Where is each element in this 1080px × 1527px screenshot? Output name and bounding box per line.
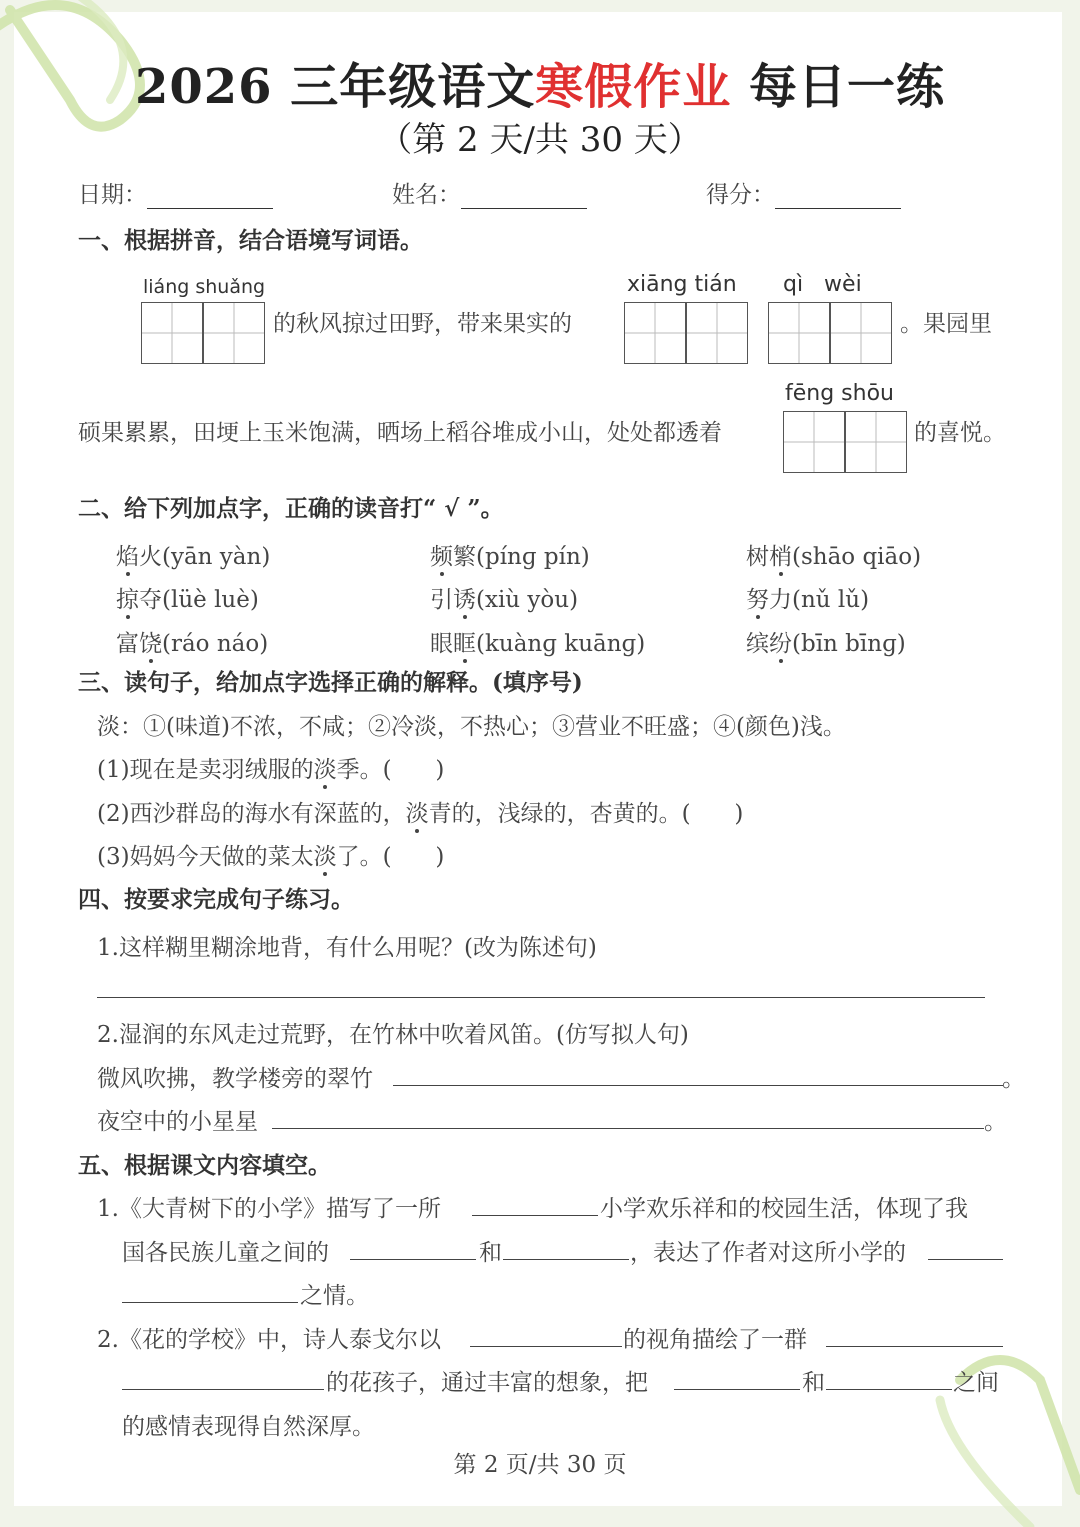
section5-heading: 五、根据课文内容填空。 bbox=[78, 1152, 331, 1179]
s5-blank[interactable] bbox=[472, 1215, 598, 1216]
title-part-grade: 2026 三年级语文 bbox=[134, 59, 536, 115]
pinyin-liangshuang: liáng shuǎng bbox=[143, 276, 266, 298]
s5-q1-line3: 之情。 bbox=[300, 1283, 369, 1309]
s1-text2: 。果园里 bbox=[900, 311, 992, 337]
pinyin-choice-item[interactable]: 富饶(ráo náo) bbox=[116, 625, 268, 658]
s5-blank[interactable] bbox=[826, 1346, 1003, 1347]
s5-q1-line1b: 小学欢乐祥和的校园生活，体现了我 bbox=[600, 1196, 968, 1222]
tian-box-2a[interactable] bbox=[624, 302, 686, 364]
tian-box-1b[interactable] bbox=[203, 302, 265, 364]
name-blank[interactable] bbox=[461, 184, 587, 209]
tian-box-4a[interactable] bbox=[783, 411, 845, 473]
s4-period-a: 。 bbox=[1002, 1066, 1025, 1092]
s5-blank[interactable] bbox=[826, 1389, 952, 1390]
definition-list: 淡：①(味道)不浓，不咸；②冷淡，不热心；③营业不旺盛；④(颜色)浅。 bbox=[97, 714, 846, 740]
pinyin-choice-item[interactable]: 缤纷(bīn bīnɡ) bbox=[746, 625, 906, 658]
date-blank[interactable] bbox=[147, 184, 273, 209]
pinyin-choice-item[interactable]: 树梢(shāo qiāo) bbox=[746, 538, 921, 571]
s5-blank[interactable] bbox=[122, 1389, 324, 1390]
s5-blank[interactable] bbox=[928, 1259, 1003, 1260]
section4-heading: 四、按要求完成句子练习。 bbox=[78, 886, 354, 913]
page-title bbox=[0, 48, 1080, 117]
s5-q2-line1b: 的视角描绘了一群 bbox=[623, 1327, 807, 1353]
pinyin-choice-item[interactable]: 努力(nǔ lǔ) bbox=[746, 581, 869, 614]
tian-box-4b[interactable] bbox=[845, 411, 907, 473]
page-subtitle: （第 2 天/共 30 天） bbox=[378, 120, 702, 160]
s5-q2-line2a: 的花孩子，通过丰富的想象，把 bbox=[326, 1370, 648, 1396]
title-part-holiday-homework: 寒假作业 bbox=[535, 59, 732, 115]
s5-q2-line3: 的感情表现得自然深厚。 bbox=[122, 1414, 375, 1440]
s4-question-2: 2.湿润的东风走过荒野，在竹林中吹着风笛。(仿写拟人句) bbox=[97, 1022, 689, 1048]
s5-blank[interactable] bbox=[122, 1302, 298, 1303]
pinyin-xiangtian: xiāng tián bbox=[627, 272, 737, 297]
pinyin-choice-item[interactable]: 引诱(xiù yòu) bbox=[430, 581, 578, 614]
s4-question-1: 1.这样糊里糊涂地背，有什么用呢？(改为陈述句) bbox=[97, 935, 597, 961]
name-field[interactable]: 姓名： bbox=[392, 176, 587, 209]
s1-text4: 的喜悦。 bbox=[914, 420, 1006, 446]
s5-q1-line2c: ，表达了作者对这所小学的 bbox=[630, 1240, 906, 1266]
section3-heading: 三、读句子，给加点字选择正确的解释。(填序号) bbox=[78, 669, 583, 696]
title-part-daily: 每日一练 bbox=[731, 59, 946, 115]
s4-answer-line-3[interactable] bbox=[272, 1128, 984, 1129]
s5-blank[interactable] bbox=[470, 1346, 622, 1347]
page-number: 第 2 页/共 30 页 bbox=[453, 1452, 627, 1478]
pinyin-choice-item[interactable]: 焰火(yān yàn) bbox=[116, 538, 270, 571]
s3-question-2[interactable]: (2)西沙群岛的海水有深蓝的，淡青的，浅绿的，杏黄的。( ) bbox=[97, 795, 743, 828]
pinyin-choice-item[interactable]: 频繁(pínɡ pín) bbox=[430, 538, 590, 571]
section1-heading: 一、根据拼音，结合语境写词语。 bbox=[78, 227, 423, 254]
s4-period-b: 。 bbox=[984, 1109, 1007, 1135]
s5-blank[interactable] bbox=[503, 1259, 629, 1260]
s1-text1: 的秋风掠过田野，带来果实的 bbox=[273, 311, 572, 337]
pinyin-choice-item[interactable]: 眼眶(kuànɡ kuānɡ) bbox=[430, 625, 645, 658]
s5-q1-line2b: 和 bbox=[479, 1240, 502, 1266]
tian-box-3a[interactable] bbox=[768, 302, 830, 364]
s4-prompt-a: 微风吹拂，教学楼旁的翠竹 bbox=[97, 1066, 373, 1092]
s1-text3: 硕果累累，田埂上玉米饱满，晒场上稻谷堆成小山，处处都透着 bbox=[78, 420, 722, 446]
date-field[interactable]: 日期： bbox=[78, 176, 273, 209]
s5-blank[interactable] bbox=[674, 1389, 800, 1390]
s4-answer-line-2[interactable] bbox=[393, 1085, 1003, 1086]
s5-blank[interactable] bbox=[350, 1259, 476, 1260]
pinyin-choice-item[interactable]: 掠夺(lüè luè) bbox=[116, 581, 259, 614]
s3-question-3[interactable]: (3)妈妈今天做的菜太淡了。( ) bbox=[97, 838, 444, 871]
score-field[interactable]: 得分： bbox=[706, 176, 901, 209]
s5-q1-line1a: 1.《大青树下的小学》描写了一所 bbox=[97, 1196, 441, 1222]
s5-q2-line2c: 之间 bbox=[953, 1370, 999, 1396]
score-blank[interactable] bbox=[775, 184, 901, 209]
s5-q2-line2b: 和 bbox=[802, 1370, 825, 1396]
pinyin-fengshou: fēng shōu bbox=[785, 381, 894, 406]
s5-q2-line1a: 2.《花的学校》中，诗人泰戈尔以 bbox=[97, 1327, 441, 1353]
s4-prompt-b: 夜空中的小星星 bbox=[97, 1109, 258, 1135]
s5-q1-line2a: 国各民族儿童之间的 bbox=[122, 1240, 329, 1266]
tian-box-3b[interactable] bbox=[830, 302, 892, 364]
tian-box-1a[interactable] bbox=[141, 302, 203, 364]
s4-answer-line-1[interactable] bbox=[97, 997, 985, 998]
s3-question-1[interactable]: (1)现在是卖羽绒服的淡季。( ) bbox=[97, 751, 444, 784]
pinyin-qiwei: qì wèi bbox=[783, 272, 862, 297]
tian-box-2b[interactable] bbox=[686, 302, 748, 364]
section2-heading: 二、给下列加点字，正确的读音打“ √ ”。 bbox=[78, 495, 504, 522]
